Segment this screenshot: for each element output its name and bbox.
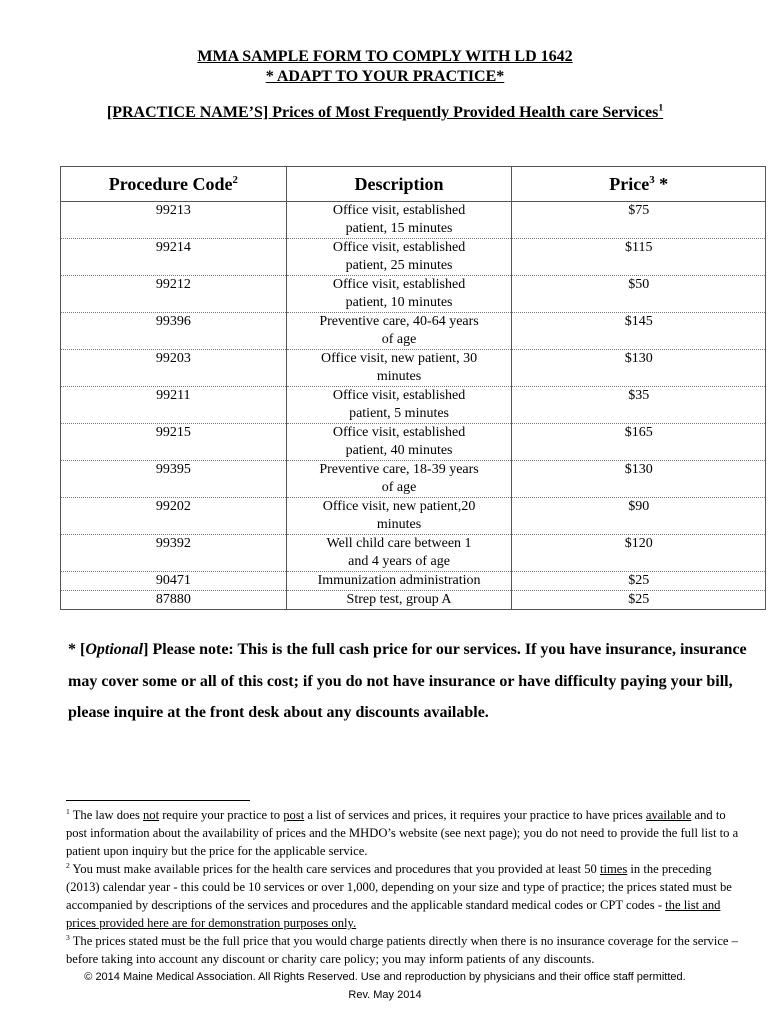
table-row xyxy=(61,313,766,350)
cell-description: Office visit, established patient, 10 minutes xyxy=(286,276,512,313)
table-row xyxy=(61,572,766,591)
price-list-heading xyxy=(0,104,770,122)
table-row xyxy=(61,498,766,535)
col-header-description: Description xyxy=(286,167,512,202)
footnote-2 xyxy=(66,860,742,932)
cell-price: $145 xyxy=(512,313,766,350)
cell-procedure-code: 99203 xyxy=(61,350,287,387)
footnote-2-part-a: You must make available prices for the health care services and procedures that you provided at least 50 xyxy=(69,862,600,876)
cell-procedure-code: 99396 xyxy=(61,313,287,350)
footnote-1-part-a: The law does xyxy=(69,808,143,822)
cell-procedure-code: 99212 xyxy=(61,276,287,313)
cell-procedure-code: 99214 xyxy=(61,239,287,276)
note-optional: Optional xyxy=(85,641,144,658)
table-row xyxy=(61,239,766,276)
cell-price: $75 xyxy=(512,202,766,239)
footnote-divider xyxy=(66,800,250,801)
footnote-2-number: 2 xyxy=(66,860,70,870)
cell-description: Office visit, new patient,20 minutes xyxy=(286,498,512,535)
footnote-1-number: 1 xyxy=(66,806,70,816)
table-row xyxy=(61,461,766,498)
copyright-notice: © 2014 Maine Medical Association. All Rights Reserved. Use and reproduction by physicians and their office staff permitted. xyxy=(84,971,686,983)
cell-price: $165 xyxy=(512,424,766,461)
form-subtitle-adapt: * ADAPT TO YOUR PRACTICE* xyxy=(265,68,505,85)
price-table xyxy=(60,166,766,610)
cell-description: Strep test, group A xyxy=(286,591,512,610)
col-header-procedure-code-text: Procedure Code xyxy=(108,173,233,194)
revision-date: Rev. May 2014 xyxy=(348,989,422,1001)
cell-description: Preventive care, 40-64 years of age xyxy=(286,313,512,350)
footnote-2-part-b: in the preceding (2013) calendar year - this could be 10 services or over 1,000, depending on your size and type of practice; the prices stated must be accompanied by descriptions of the services and procedures and the applicable standard medical codes or CPT codes - xyxy=(66,862,732,912)
footnote-2-times: times xyxy=(599,862,628,876)
cell-price: $130 xyxy=(512,350,766,387)
footnote-1 xyxy=(66,806,742,860)
col-header-price-star: * xyxy=(654,173,669,194)
footnote-3-number: 3 xyxy=(66,932,70,942)
form-title: MMA SAMPLE FORM TO COMPLY WITH LD 1642 xyxy=(197,48,573,65)
footnote-1-not: not xyxy=(143,808,160,822)
cell-description: Office visit, established patient, 15 minutes xyxy=(286,202,512,239)
cell-procedure-code: 90471 xyxy=(61,572,287,591)
table-row xyxy=(61,535,766,572)
footnote-2-demo-notice: the list and prices provided here are for demonstration purposes only. xyxy=(66,898,721,930)
footnote-ref-3: 3 xyxy=(649,173,655,186)
cell-procedure-code: 87880 xyxy=(61,591,287,610)
cell-procedure-code: 99211 xyxy=(61,387,287,424)
cell-price: $25 xyxy=(512,591,766,610)
footnote-1-part-b: require your practice to xyxy=(159,808,284,822)
footnote-1-post: post xyxy=(283,808,305,822)
table-row xyxy=(61,202,766,239)
table-row xyxy=(61,387,766,424)
price-list-heading-text: [PRACTICE NAME’S] Prices of Most Frequently Provided Health care Services xyxy=(106,104,659,121)
note-prefix: * [ xyxy=(68,641,86,658)
cell-price: $90 xyxy=(512,498,766,535)
table-row xyxy=(61,591,766,610)
cell-description: Office visit, new patient, 30 minutes xyxy=(286,350,512,387)
footnote-ref-1: 1 xyxy=(658,102,664,114)
footnote-3 xyxy=(66,932,742,968)
cell-price: $130 xyxy=(512,461,766,498)
col-header-procedure-code xyxy=(61,167,287,202)
cell-procedure-code: 99392 xyxy=(61,535,287,572)
footnote-3-text: The prices stated must be the full price that you would charge patients directly when there is no insurance coverage for the service – before taking into account any discount or charity care policy; you may inform patients of any discounts. xyxy=(66,934,738,966)
cell-description: Well child care between 1 and 4 years of age xyxy=(286,535,512,572)
cell-price: $25 xyxy=(512,572,766,591)
table-header-row xyxy=(61,167,766,202)
table-row xyxy=(61,350,766,387)
cell-price: $120 xyxy=(512,535,766,572)
cell-description: Office visit, established patient, 40 minutes xyxy=(286,424,512,461)
footnote-1-available: available xyxy=(645,808,692,822)
table-row xyxy=(61,276,766,313)
footnote-1-part-d: and to post information about the availability of prices and the MHDO’s website (see next page); you do not need to provide the full list to a patient upon inquiry but the price for the applicable service. xyxy=(66,808,739,858)
footnotes xyxy=(66,806,742,968)
cash-price-note xyxy=(68,634,748,729)
cell-price: $115 xyxy=(512,239,766,276)
cell-procedure-code: 99213 xyxy=(61,202,287,239)
cell-procedure-code: 99202 xyxy=(61,498,287,535)
cell-price: $35 xyxy=(512,387,766,424)
note-text: ] Please note: This is the full cash price for our services. If you have insurance, insurance may cover some or all of this cost; if you do not have insurance or have difficulty paying your bill, please inquire at the front desk about any discounts available. xyxy=(68,641,747,721)
cell-description: Office visit, established patient, 5 minutes xyxy=(286,387,512,424)
footnote-1-part-c: a list of services and prices, it requires your practice to have prices xyxy=(304,808,646,822)
cell-procedure-code: 99395 xyxy=(61,461,287,498)
cell-description: Preventive care, 18-39 years of age xyxy=(286,461,512,498)
col-header-price-text: Price xyxy=(609,173,650,194)
cell-procedure-code: 99215 xyxy=(61,424,287,461)
cell-price: $50 xyxy=(512,276,766,313)
col-header-price xyxy=(512,167,766,202)
footnote-ref-2: 2 xyxy=(232,173,238,186)
table-row xyxy=(61,424,766,461)
cell-description: Immunization administration xyxy=(286,572,512,591)
cell-description: Office visit, established patient, 25 minutes xyxy=(286,239,512,276)
